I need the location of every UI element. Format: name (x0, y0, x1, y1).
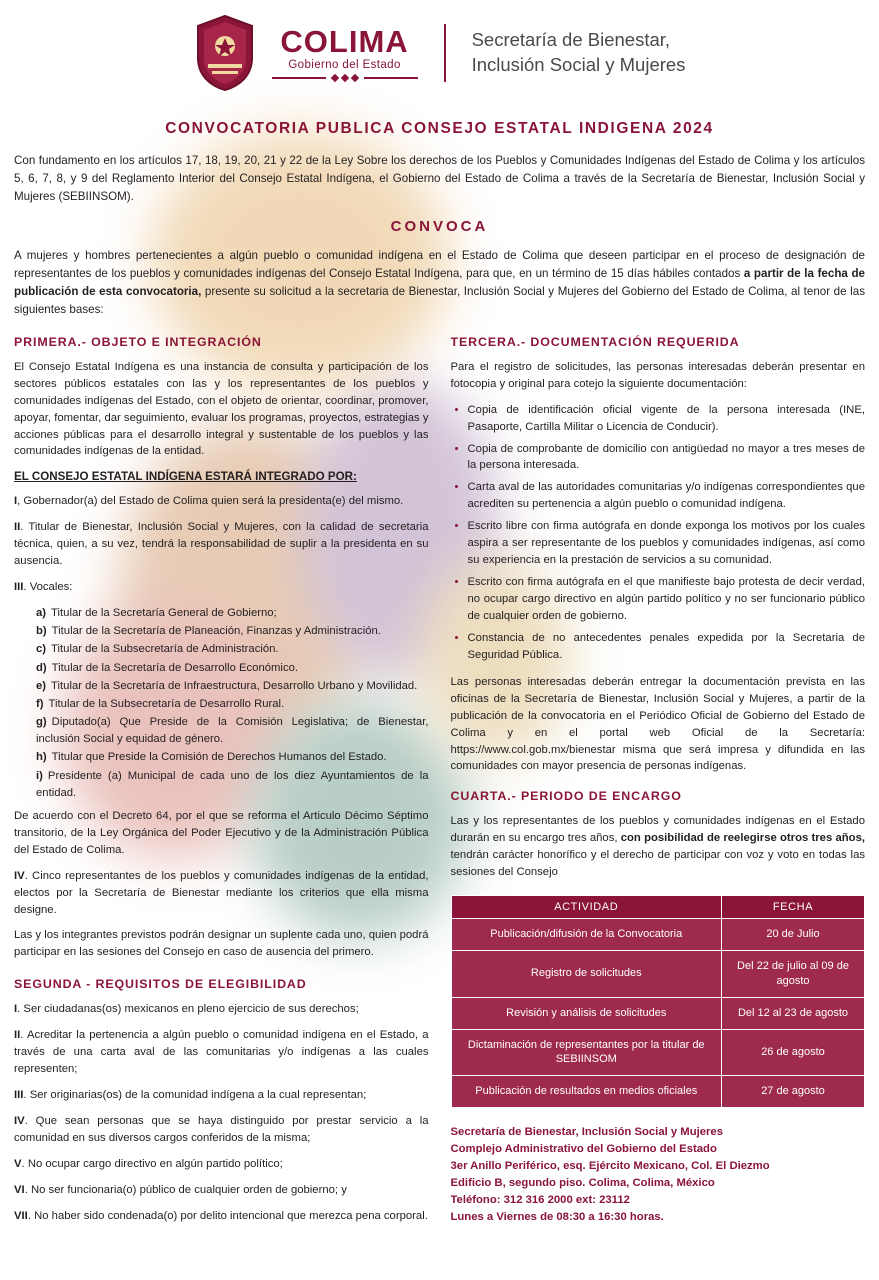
table-row (451, 1029, 865, 1076)
secretariat-line-2: Inclusión Social y Mujeres (471, 54, 686, 75)
vocal-text: Presidente (a) Municipal de cada uno de los diez Ayuntamientos de la entidad. (36, 769, 429, 799)
list-item (36, 623, 429, 640)
footer-line-2: Complejo Administrativo del Gobierno del Estado (450, 1143, 717, 1155)
requisito-vii (14, 1208, 429, 1225)
section-cuarta-heading: CUARTA.- PERIODO DE ENCARGO (450, 789, 682, 804)
requisito-v-text: . No ocupar cargo directivo en algún partido político; (21, 1157, 283, 1170)
footer-line-3: 3er Anillo Periférico, esq. Ejército Mexicano, Col. El Diezmo (450, 1159, 770, 1172)
section-cuarta-paragraph (451, 813, 866, 881)
footer-line-1: Secretaría de Bienestar, Inclusión Social y Mujeres (450, 1126, 723, 1139)
requisito-iii-text: . Ser originarias(os) de la comunidad indígena a la cual representan; (23, 1089, 367, 1102)
schedule-table (451, 895, 866, 1108)
requisito-v (14, 1156, 429, 1173)
section-segunda-heading: SEGUNDA - REQUISITOS DE ELEGIBILIDAD (14, 977, 307, 992)
requisito-vii-text: . No haber sido condenada(o) por delito intencional que merezca pena corporal. (27, 1209, 428, 1222)
body-columns (14, 329, 865, 1234)
vocal-text: Titular de la Subsecretaría de Desarrollo Rural. (48, 697, 285, 710)
list-item (36, 768, 429, 802)
list-item: • Carta aval de las autoridades comunitarias y/o indígenas correspondientes que acrediten su pertenencia a algún pueblo o comunidad indígena. (468, 479, 866, 513)
footer-line-6: Lunes a Viernes de 08:30 a 16:30 horas. (450, 1210, 664, 1223)
list-item: • Constancia de no antecedentes penales expedida por la Secretaria de Seguridad Pública. (468, 630, 866, 664)
cell-activity: Dictaminación de representantes por la titular de SEBIINSOM (451, 1029, 722, 1076)
convoca-text-bold: a partir de la fecha de publicación de esta convocatoria, (14, 266, 865, 298)
decree-paragraph: De acuerdo con el Decreto 64, por el que se reforma el Articulo Décimo Séptimo transitorio, de la Ley Orgánica del Poder Ejecutivo y de la Administración Pública del Estado de Colima. (14, 809, 429, 856)
vocal-text: Titular de la Secretaría de Planeación, Finanzas y Administración. (51, 625, 381, 638)
list-item (36, 714, 429, 748)
cell-activity: Publicación de resultados en medios oficiales (451, 1076, 722, 1108)
vocal-letter: c) (36, 643, 47, 656)
cuarta-text-bold: con posibilidad de reelegirse otros tres años, (620, 832, 865, 845)
requisito-iv-text: . Que sean personas que se haya distinguido por prestar servicio a la comunidad en sus diversos cargos conferidos de la misma; (14, 1115, 429, 1144)
vocal-text: Titular de la Secretaría de Infraestructura, Desarrollo Urbano y Movilidad. (51, 679, 418, 692)
member-iv-text: . Cinco representantes de los pueblos y comunidades indígenas de la entidad, electos por la Secretaría de Bienestar mediante los criterios que ella misma designe. (14, 869, 429, 916)
list-item (36, 660, 429, 677)
convoca-text-2: presente su solicitud a la secretaria de Bienestar, Inclusión Social y Mujeres del Gobierno del Estado de Colima, al tenor de las siguientes bases: (14, 284, 865, 316)
vocal-text: Titular de la Secretaría General de Gobierno; (51, 607, 277, 620)
cell-activity: Registro de solicitudes (451, 951, 722, 998)
vocal-text: Titular de la Secretaría de Desarrollo Económico. (51, 661, 299, 674)
convoca-text-1: A mujeres y hombres pertenecientes a algún pueblo o comunidad indígena en el Estado de Colima que deseen participar en el proceso de designación de representantes de los pueblos y comunidades indígenas del Consejo Estatal Indígena, para que, en un término de 15 días hábiles contados (14, 248, 865, 280)
cuarta-text-2: tendrán carácter honorífico y el derecho de participar con voz y voto en todas las sesiones del Consejo (450, 849, 865, 879)
secretariat-name (472, 28, 686, 78)
table-row (451, 1076, 865, 1108)
integration-heading: EL CONSEJO ESTATAL INDÍGENA ESTARÁ INTEGRADO POR: (14, 470, 357, 484)
cell-date: 27 de agosto (722, 1076, 865, 1108)
requisito-iv (14, 1113, 429, 1147)
left-column (14, 329, 429, 1234)
column-header-date: FECHA (722, 896, 865, 919)
list-item: • Escrito libre con firma autógrafa en donde exponga los motivos por los cuales aspira a ser representante de los pueblos y comunidades indígenas, así como su experiencia en la prestación de servicios a su comunidad. (468, 518, 866, 569)
member-i (14, 493, 429, 510)
contact-footer (451, 1124, 866, 1226)
convoca-heading: CONVOCA (390, 217, 489, 235)
list-item: • Copia de identificación oficial vigente de la persona interesada (INE, Pasaporte, Cartilla Militar o Licencia de Conducir). (468, 402, 866, 436)
suplente-paragraph: Las y los integrantes previstos podrán designar un suplente cada uno, quien podrá participar en las sesiones del Consejo en caso de ausencia del primero. (14, 929, 429, 959)
requisito-vi-roman: VI (14, 1183, 25, 1196)
member-ii (14, 519, 429, 570)
convoca-paragraph (14, 247, 865, 319)
cell-date: Del 22 de julio al 09 de agosto (722, 951, 865, 998)
list-item (36, 605, 429, 622)
cell-date: 26 de agosto (722, 1029, 865, 1076)
member-iii (14, 579, 429, 596)
cell-activity: Revisión y análisis de solicitudes (451, 997, 722, 1029)
member-i-text: , Gobernador(a) del Estado de Colima quien será la presidenta(e) del mismo. (17, 495, 404, 508)
member-ii-text: . Titular de Bienestar, Inclusión Social y Mujeres, con la calidad de secretaria técnica, quien, a su vez, tendrá la responsabilidad de suplir a la presidenta en su ausencia. (14, 521, 429, 568)
list-item (36, 749, 429, 766)
state-name: COLIMA (280, 23, 409, 59)
documents-list (451, 402, 866, 664)
table-row (451, 997, 865, 1029)
page-title: CONVOCATORIA PUBLICA CONSEJO ESTATAL INDIGENA 2024 (165, 120, 714, 137)
legal-basis-paragraph: Con fundamento en los artículos 17, 18, 19, 20, 21 y 22 de la Ley Sobre los derechos de los Pueblos y Comunidades Indígenas del Estado de Colima y los artículos 5, 6, 7, 8, y 9 del Reglamento Interior del Consejo Estatal Indígena, el Gobierno del Estado de Colima a través de la Secretaría de Bienestar, Inclusión Social y Mujeres (SEBIINSOM). (14, 154, 865, 203)
vocal-letter: h) (36, 751, 47, 764)
requisito-i-text: . Ser ciudadanas(os) mexicanos en pleno ejercicio de sus derechos; (17, 1003, 359, 1016)
vocal-letter: b) (36, 625, 47, 638)
secretariat-line-1: Secretaría de Bienestar, (471, 29, 671, 51)
vocal-letter: g) (36, 716, 47, 729)
vocal-text: Titular que Preside la Comisión de Derechos Humanos del Estado. (51, 751, 387, 764)
section-primera-heading: PRIMERA.- OBJETO E INTEGRACIÓN (14, 334, 262, 349)
colima-crest-icon (194, 14, 256, 92)
delivery-text-2: misma que será impresa y difundida en las comunidades con mayor presencia de personas indígenas. (450, 743, 865, 773)
section-tercera-heading: TERCERA.- DOCUMENTACIÓN REQUERIDA (450, 334, 740, 349)
requisito-iv-roman: IV (14, 1115, 25, 1127)
vocal-letter: i) (36, 769, 43, 782)
vocal-letter: e) (36, 679, 47, 692)
cell-date: 20 de Julio (722, 919, 865, 951)
member-iii-roman: III (14, 581, 24, 594)
requisito-vi (14, 1182, 429, 1199)
requisito-ii-text: . Acreditar la pertenencia a algún pueblo o comunidad indígena en el Estado, a través de una carta aval de las comunitarias y/o indígenas a las cuales representen; (14, 1029, 429, 1076)
table-header-row (451, 896, 865, 919)
table-row (451, 919, 865, 951)
requisito-ii-roman: II (14, 1029, 21, 1042)
requisito-ii (14, 1027, 429, 1078)
requisito-vi-text: . No ser funcionaria(o) público de cualquier orden de gobierno; y (24, 1183, 347, 1196)
vocal-letter: f) (36, 697, 44, 710)
colima-wordmark (272, 23, 418, 81)
cell-date: Del 12 al 23 de agosto (722, 997, 865, 1029)
requisito-iii-roman: III (14, 1089, 24, 1102)
table-row (451, 951, 865, 998)
section-primera-paragraph: El Consejo Estatal Indígena es una instancia de consulta y participación de los sectores públicos estatales con las y los representantes de los pueblos y comunidades indígenas del Estado, con el objeto de orientar, coordinar, promover, apoyar, fomentar, dar seguimiento, evaluar los programas, proyectos, estrategias y acciones públicas para el desarrollo integral y sustentable de los pueblos y las comunidades indígenas de la entidad. (14, 360, 429, 458)
member-i-roman: I (14, 495, 18, 508)
vocal-text: Diputado(a) Que Preside de la Comisión Legislativa; de Bienestar, inclusión Social y equidad de género. (36, 716, 429, 746)
cell-activity: Publicación/difusión de la Convocatoria (451, 919, 722, 951)
requisito-v-roman: V (14, 1157, 22, 1170)
footer-line-5: Teléfono: 312 316 2000 ext: 23112 (450, 1193, 630, 1206)
secretariat-url[interactable]: https://www.col.gob.mx/bienestar (450, 743, 616, 756)
header-divider (444, 24, 446, 82)
requisito-i (14, 1001, 429, 1018)
requisito-iii (14, 1087, 429, 1104)
delivery-text-1: Las personas interesadas deberán entregar la documentación prevista en las oficinas de la Secretaría de Bienestar, Inclusión Social y Mujeres, a partir de la publicación de la convocatoria en el Periódico Oficial de Gobierno del Estado de Colima y en el portal web Oficial de la Secretaría: (450, 675, 865, 739)
list-item: • Copia de comprobante de domicilio con antigüedad no mayor a tres meses de la persona interesada. (468, 441, 866, 475)
vocal-letter: a) (36, 607, 47, 620)
footer-line-4: Edificio B, segundo piso. Colima, Colima, México (450, 1176, 715, 1189)
vocal-letter: d) (36, 661, 47, 674)
decorative-arrow (272, 75, 418, 81)
vocales-list (14, 605, 429, 802)
list-item (36, 696, 429, 713)
cuarta-text-1: Las y los representantes de los pueblos y comunidades indígenas en el Estado durarán en su encargo tres años, (450, 815, 865, 845)
delivery-paragraph (451, 674, 866, 776)
requisito-vii-roman: VII (14, 1209, 28, 1222)
member-ii-roman: II (14, 521, 21, 534)
right-column (451, 329, 866, 1234)
state-subtitle: Gobierno del Estado (288, 58, 401, 71)
column-header-activity: ACTIVIDAD (451, 896, 722, 919)
member-iv (14, 868, 429, 919)
section-tercera-intro: Para el registro de solicitudes, las personas interesadas deberán presentar en fotocopia y original para cotejo la siguiente documentación: (450, 360, 865, 390)
member-iii-text: . Vocales: (23, 581, 73, 594)
list-item: • Escrito con firma autógrafa en el que manifieste bajo protesta de decir verdad, no ocupar cargo directivo en algún partido político y no ser funcionario público de cualquier orden de gobierno. (468, 574, 866, 625)
list-item (36, 641, 429, 658)
list-item (36, 678, 429, 695)
requisito-i-roman: I (14, 1003, 18, 1016)
member-iv-roman: IV (14, 869, 25, 882)
vocal-text: Titular de la Subsecretaría de Administración. (51, 643, 279, 656)
document-header (0, 0, 879, 98)
